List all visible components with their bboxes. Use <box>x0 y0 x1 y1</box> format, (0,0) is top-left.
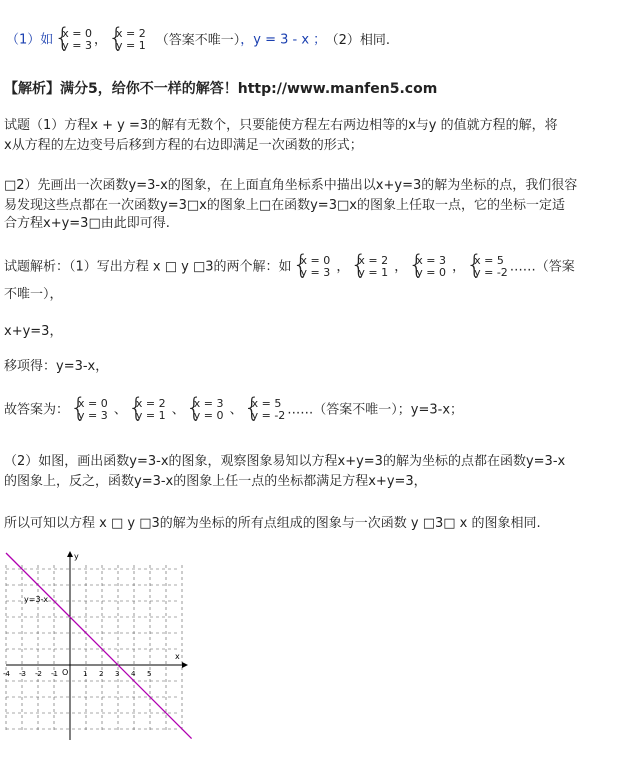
answer-system-b: { x = 2 y = 1 <box>109 28 146 52</box>
y-axis-arrow <box>67 551 73 557</box>
answer-note: （答案不唯一） <box>155 32 241 48</box>
x-tick-label: -1 <box>51 670 58 678</box>
coordinate-graph <box>0 545 200 745</box>
part2-line-2: 的图象上，反之，函数y=3-x的图象上任一点的坐标都满足方程x+y=3， <box>4 474 427 489</box>
solution-line-3: x+y=3， <box>4 324 63 339</box>
x-tick-label: -4 <box>3 670 10 678</box>
answer-system-4: { x = 5 y = -2 <box>245 398 286 422</box>
answer-system-a: { x = 0 y = 3 <box>55 28 92 52</box>
solution-line-5: 故答案为： { x = 0 y = 3 、 { x = 2 y = 1 、 { x = 3 y = 0 、 { x = 5 y = -2 ……（答案不唯一）；y=3-x； <box>4 398 463 422</box>
analysis-line-3: □2）先画出一次函数y=3-x的图象，在上面直角坐标系中描出以x+y=3的解为坐标的点，我们很容 <box>4 178 578 193</box>
analysis-header: 【解析】满分5，给你不一样的解答！http://www.manfen5.com <box>4 81 438 97</box>
solution-system-1: { x = 0 y = 3 <box>294 255 331 279</box>
answer-system-1: { x = 0 y = 3 <box>71 398 108 422</box>
solution-line-4: 移项得：y=3-x， <box>4 359 109 374</box>
x-axis-label: x <box>175 652 180 661</box>
x-tick-labels <box>0 670 151 678</box>
solution-system-4: { x = 5 y = -2 <box>467 255 508 279</box>
x-tick-label: 4 <box>131 670 136 678</box>
graph-grid <box>6 565 182 730</box>
x-tick-label: 5 <box>147 670 152 678</box>
answer-equation: ，y = 3 - x ； <box>240 32 327 48</box>
origin-label: O <box>62 668 69 677</box>
x-axis-arrow <box>182 662 188 668</box>
part2-line-1: （2）如图，画出函数y=3-x的图象，观察图象易知以方程x+y=3的解为坐标的点都在函数y=3-x <box>4 454 566 469</box>
solution-line-1: 试题解析：（1）写出方程 x □ y □3的两个解：如 { x = 0 y = 3 ， { x = 2 y = 1 ， { x = 3 y = 0 ， { x = 5 y = -2 ……（答案 <box>4 255 575 279</box>
y-axis-label: y <box>74 552 79 561</box>
answer-part1: （1）如 <box>6 32 54 48</box>
x-tick-label: 2 <box>99 670 104 678</box>
conclusion: 所以可知以方程 x □ y □3的解为坐标的所有点组成的图象与一次函数 y □3□ x 的图象相同. <box>4 516 541 531</box>
x-tick-label: 3 <box>115 670 120 678</box>
answer-system-3: { x = 3 y = 0 <box>187 398 224 422</box>
x-tick-label: -3 <box>19 670 26 678</box>
answer-line: （1）如 { x = 0 y = 3 ， { x = 2 y = 1 （答案不唯一），y = 3 - x ； （2）相同. <box>6 28 390 52</box>
analysis-line-5: 合方程x+y=3□由此即可得. <box>4 216 170 231</box>
function-line <box>6 553 192 739</box>
x-tick-label: -2 <box>35 670 42 678</box>
analysis-line-2: x从方程的左边变号后移到方程的右边即满足一次函数的形式； <box>4 138 363 153</box>
answer-system-2: { x = 2 y = 1 <box>129 398 166 422</box>
line-label: y=3-x <box>24 595 49 604</box>
solution-system-2: { x = 2 y = 1 <box>351 255 388 279</box>
x-tick-label: 1 <box>83 670 88 678</box>
analysis-line-4: 易发现这些点都在一次函数y=3□x的图象上□在函数y=3□x的图象上任取一点，它的坐标一定适 <box>4 198 565 213</box>
analysis-line-1: 试题（1）方程x + y =3的解有无数个，只要能使方程左右两边相等的x与y 的值就方程的解，将 <box>4 118 558 133</box>
solution-system-3: { x = 3 y = 0 <box>409 255 446 279</box>
solution-line-2: 不唯一）， <box>4 287 63 302</box>
answer-part2: （2）相同. <box>332 32 391 48</box>
